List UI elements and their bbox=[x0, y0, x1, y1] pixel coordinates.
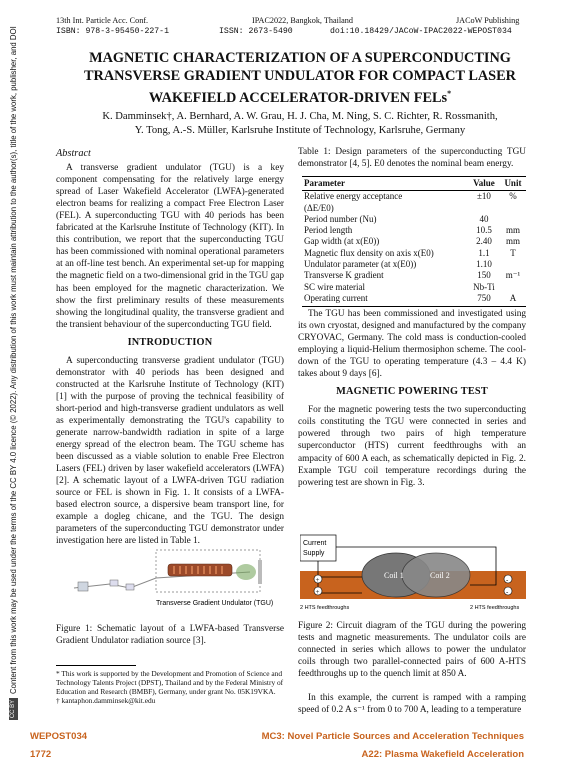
header-publisher: JACoW Publishing bbox=[456, 16, 520, 25]
side-license bbox=[8, 26, 20, 720]
table-1 bbox=[302, 176, 526, 307]
title-line-1: MAGNETIC CHARACTERIZATION OF A SUPERCONDUCTING bbox=[89, 50, 511, 66]
hts-right-label: 2 HTS feedthroughs bbox=[470, 605, 520, 611]
minus-sign-2: - bbox=[506, 588, 509, 596]
right-para-2-container bbox=[298, 692, 526, 716]
coil-2-label: Coil 2 bbox=[430, 571, 450, 580]
header-doi: doi:10.18429/JACoW-IPAC2022-WEPOST034 bbox=[330, 27, 512, 36]
radiation-cone bbox=[236, 564, 256, 580]
footer-subtrack: A22: Plasma Wakefield Acceleration bbox=[361, 749, 524, 760]
table-row: Transverse K gradient 150 m⁻¹ bbox=[304, 270, 521, 281]
footer-paper-id: WEPOST034 bbox=[30, 731, 88, 742]
table-row: Period length 10.5 mm bbox=[304, 225, 520, 236]
author-list bbox=[50, 110, 550, 138]
footnote-rule bbox=[56, 665, 136, 666]
abstract-text: A transverse gradient undulator (TGU) is a key component compensating for the relatively large energy spread of Laser Wakefield Accelerator (LWFA)-generated electron beams for realizing a compact Free Electron Laser (FEL). A superconducting TGU with 40 periods has been fabricated at the Karlsruhe Institute of Technology (KIT). In this contribution, we report that the superconducting TGU has been commissioned with nominal operational parameters at an off-line test bench. An experimental set-up for mapping the magnetic field on a two-dimensional grid in the TGU gap has been employed for the magnetic characterization. We show the first preliminary results of these measurements showing the longitudinal quality, the transverse gradient and the transient behaviour of the superconducting TGU field. bbox=[56, 163, 284, 330]
table-row: Gap width (at x(E0)) 2.40 mm bbox=[304, 236, 520, 247]
tgu-label: Transverse Gradient Undulator (TGU) bbox=[156, 600, 274, 607]
title-line-3: WAKEFIELD ACCELERATOR-DRIVEN FELs* bbox=[148, 89, 452, 106]
header-issn: ISSN: 2673-5490 bbox=[219, 27, 293, 36]
intro-text: A superconducting transverse gradient undulator (TGU) demonstrator with 40 periods has been designed and constructed at the Karlsruhe Institute of Technology (KIT) [1] with the purpose of proving the technical feasibility of short-period and high-transverse gradient undulators as well as experimentally demonstrating the TGU's capability to generate narrow-bandwidth radiation in spite of a large energy spread of the electron beam. The TGU scheme has been discussed as a viable solution to enable Free Electron Lasers (FEL) driven by laser wakefield accelerators (LWFA) [2]. A schematic layout of a LWFA-driven TGU radiation source or FEL is shown in Fig. 1. It consists of a LWFA-based electron source, a dispersive beam transport line, for example a dogleg chicane, and the TGU. The design parameters of the superconducting TGU demonstrator under investigation here are listed in Table 1. bbox=[56, 355, 284, 547]
coil-1-label: Coil 1 bbox=[384, 571, 404, 580]
table-header-parameter: Parameter bbox=[302, 177, 468, 191]
abstract-heading: Abstract bbox=[56, 148, 91, 159]
current-supply-box bbox=[300, 535, 336, 561]
paper-title bbox=[50, 50, 550, 107]
plus-sign-1: + bbox=[315, 576, 320, 584]
header-venue: IPAC2022, Bangkok, Thailand bbox=[252, 16, 353, 25]
right-column-text bbox=[298, 308, 526, 489]
figure-2-caption: Figure 2: Circuit diagram of the TGU during the powering tests and magnetic measurements. The undulator coils are connected in series which allows to power the undulator coils through two parallel-connected pairs of 600 A-HTS feedthroughs up to the quench limit at 850 A. bbox=[298, 621, 526, 679]
chicane-magnet-1 bbox=[110, 580, 118, 586]
supply-label-1: Current bbox=[303, 540, 327, 547]
screen bbox=[258, 560, 262, 584]
footnotes bbox=[56, 665, 284, 705]
table-row: Period number (Nu) 40 bbox=[304, 213, 489, 224]
hts-left-label: 2 HTS feedthroughs bbox=[300, 605, 350, 611]
table-row: (ΔE/E0) bbox=[304, 202, 334, 213]
table-row: Undulator parameter (at x(E0)) 1.10 bbox=[304, 259, 492, 270]
table-header-unit: Unit bbox=[500, 177, 526, 191]
supply-label-2: Supply bbox=[303, 550, 325, 557]
table-header-value: Value bbox=[468, 177, 500, 191]
table-row: Magnetic flux density on axis x(E0) 1.1 T bbox=[304, 247, 516, 258]
side-license-text: Content from this work may be used under the terms of the CC BY 4.0 licence (© 2022). Any distribution of this work must maintain attribution to the author(s), title of the work, publisher, and DOI bbox=[9, 26, 18, 694]
footer-track: MC3: Novel Particle Sources and Acceleration Techniques bbox=[261, 731, 524, 742]
commissioning-paragraph: The TGU has been commissioned and investigated using its own cryostat, designed and manufactured by the company CRYOVAC, Germany. The cold mass is conduction-cooled employing a liquid-Helium thermosiphon scheme. The cool-down of the TGU to operating temperature (4.3 – 4.4 K) takes about 9 days [6]. bbox=[298, 309, 526, 380]
figure-2-circuit bbox=[300, 527, 526, 619]
table-row: Relative energy acceptance ±10 % bbox=[304, 191, 517, 202]
authors-line-1: K. Damminsek†, A. Bernhard, A. W. Grau, H. J. Cha, M. Ning, S. C. Richter, R. Rossmanith, bbox=[102, 111, 498, 122]
authors-line-2: Y. Tong, A.-S. Müller, Karlsruhe Institute of Technology, Karlsruhe, Germany bbox=[134, 125, 466, 136]
powering-heading: MAGNETIC POWERING TEST bbox=[336, 386, 488, 398]
footer-page-number: 1772 bbox=[30, 749, 52, 760]
plasma-cell bbox=[78, 582, 88, 591]
figure-1-caption: Figure 1: Schematic layout of a LWFA-based Transverse Gradient Undulator radiation source [3]. bbox=[56, 624, 284, 646]
header-conf: 13th Int. Particle Acc. Conf. bbox=[56, 16, 149, 25]
plus-sign-2: + bbox=[315, 588, 320, 596]
table-row: Operating current 750 A bbox=[302, 293, 526, 307]
table-row: SC wire material Nb-Ti bbox=[304, 281, 495, 292]
intro-heading: INTRODUCTION bbox=[127, 336, 213, 348]
title-line-2: TRANSVERSE GRADIENT UNDULATOR FOR COMPACT LASER bbox=[83, 67, 516, 84]
ramping-paragraph: In this example, the current is ramped with a ramping speed of 0.2 A s⁻¹ from 0 to 700 A, leading to a temperature bbox=[298, 693, 526, 716]
figure-1-schematic bbox=[70, 548, 282, 616]
footnote-email: † kantaphon.damminsek@kit.edu bbox=[56, 696, 156, 705]
powering-paragraph: For the magnetic powering tests the two superconducting coils constituting the TGU were connected in series and powered through two pairs of high temperature superconductor (HTS) current feedthroughs with an ampacity of 600 A each, as schematically depicted in Fig. 2. Example TGU coil temperature recordings during the powering test are shown in Fig. 3. bbox=[298, 405, 526, 488]
header-isbn: ISBN: 978-3-95450-227-1 bbox=[56, 27, 170, 36]
left-column bbox=[56, 148, 284, 548]
minus-sign-1: - bbox=[506, 576, 509, 584]
cc-license-badge: CC BY bbox=[10, 699, 17, 719]
table-1-caption: Table 1: Design parameters of the superconducting TGU demonstrator [4, 5]. E0 denotes the nominal beam energy. bbox=[298, 147, 526, 169]
footnote-funding: * This work is supported by the Development and Promotion of Science and Technology Talents Project (DPST), Thailand and by the Federal Ministry of Education and Research (BMBF), Germany, under grant No. 05K19VKA. bbox=[56, 669, 284, 696]
chicane-magnet-2 bbox=[126, 584, 134, 590]
table-header-row bbox=[302, 177, 526, 191]
